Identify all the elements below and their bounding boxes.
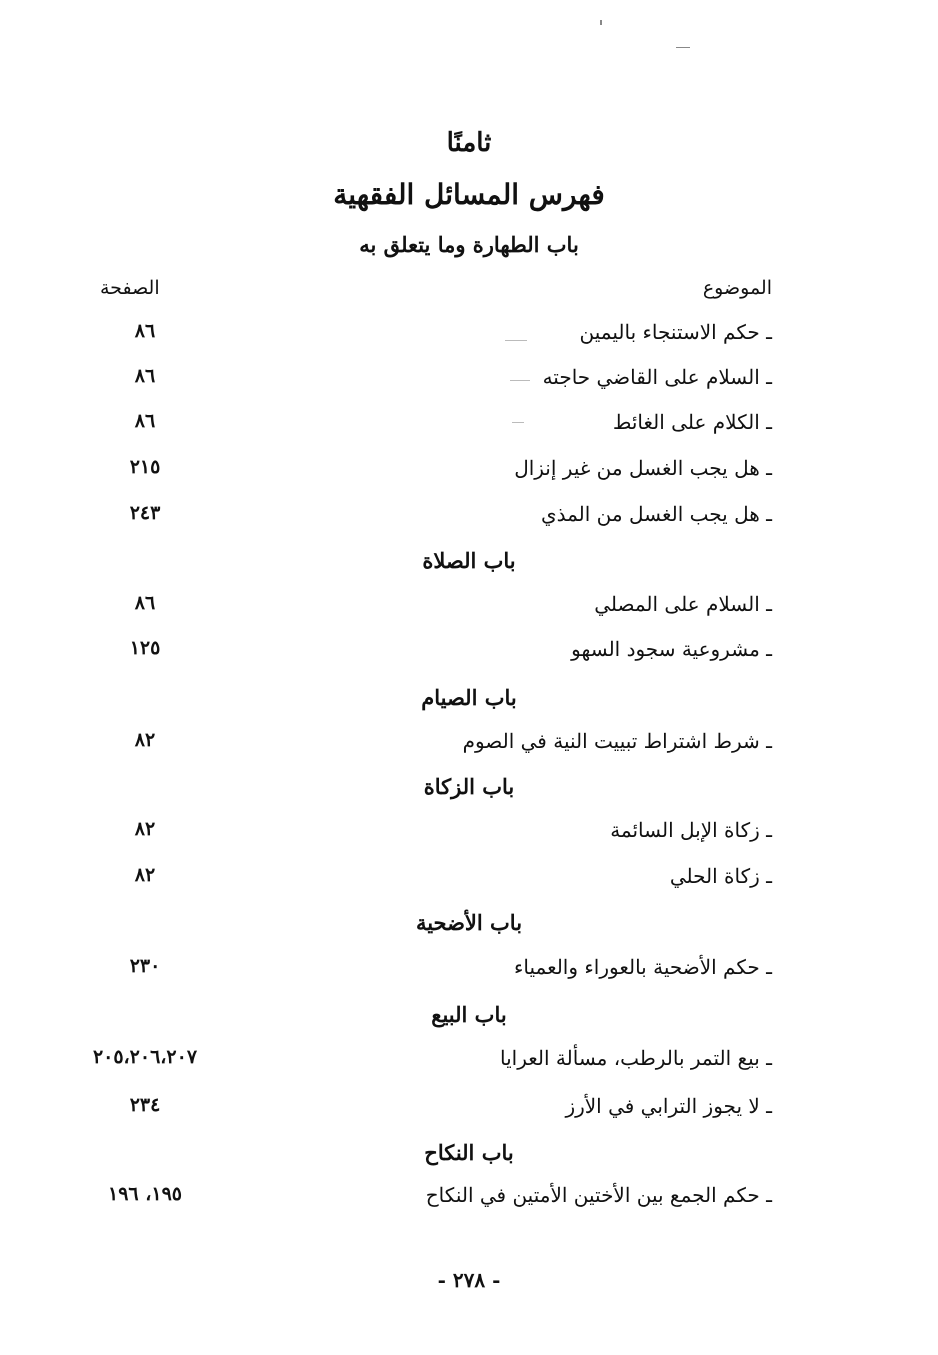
entry-topic: ـ بيع التمر بالرطب، مسألة العرايا	[500, 1046, 772, 1070]
scan-speck	[510, 380, 530, 381]
entry-page: ٢٤٣	[129, 502, 161, 524]
entry-topic: ـ حكم الاستنجاء باليمين	[579, 320, 772, 344]
entry-page: ١٩٥، ١٩٦	[108, 1183, 182, 1205]
index-row	[0, 729, 938, 773]
entry-topic: ـ زكاة الإبل السائمة	[610, 818, 772, 842]
entry-page: ١٢٥	[129, 637, 161, 659]
entry-topic: ـ لا يجوز الترابي في الأرز	[565, 1094, 772, 1118]
index-row	[0, 637, 938, 681]
entry-page: ٨٢	[134, 864, 156, 886]
entry-topic: ـ شرط اشتراط تبييت النية في الصوم	[462, 729, 772, 753]
entry-topic: ـ السلام على القاضي حاجته	[542, 365, 772, 389]
section-heading-sales: باب البيع	[431, 1002, 507, 1027]
entry-page: ٨٦	[134, 410, 156, 432]
entry-page: ٢٣٤	[129, 1094, 161, 1116]
entry-page: ٨٦	[134, 592, 156, 614]
index-row	[0, 1046, 938, 1090]
entry-page: ٢٠٥،٢٠٦،٢٠٧	[92, 1046, 198, 1068]
index-row	[0, 456, 938, 500]
index-row	[0, 864, 938, 908]
entry-topic: ـ مشروعية سجود السهو	[571, 637, 772, 661]
index-row	[0, 320, 938, 364]
entry-topic: ـ زكاة الحلي	[669, 864, 772, 888]
index-row	[0, 502, 938, 546]
index-row	[0, 1094, 938, 1138]
index-row	[0, 955, 938, 999]
column-header-page: الصفحة	[100, 277, 160, 299]
column-header-topic: الموضوع	[702, 277, 772, 299]
scan-speck	[512, 422, 524, 423]
index-row	[0, 592, 938, 636]
entry-topic: ـ حكم الأضحية بالعوراء والعمياء	[513, 955, 772, 979]
scan-speck	[676, 47, 690, 48]
entry-topic: ـ حكم الجمع بين الأختين الأمتين في النكاح	[425, 1183, 772, 1207]
entry-page: ٢٣٠	[129, 955, 161, 977]
index-title: فهرس المسائل الفقهية	[333, 178, 605, 211]
entry-topic: ـ السلام على المصلي	[594, 592, 772, 616]
entry-page: ٨٦	[134, 365, 156, 387]
section-heading-zakat: باب الزكاة	[423, 774, 515, 799]
entry-page: ٨٢	[134, 818, 156, 840]
entry-page: ٢١٥	[129, 456, 161, 478]
entry-page: ٨٢	[134, 729, 156, 751]
entry-page: ٨٦	[134, 320, 156, 342]
section-heading-fasting: باب الصيام	[421, 685, 517, 710]
index-number-heading: ثامنًا	[446, 128, 492, 158]
section-heading-marriage: باب النكاح	[424, 1140, 514, 1165]
section-heading-purification: باب الطهارة وما يتعلق به	[359, 232, 579, 257]
section-heading-prayer: باب الصلاة	[422, 548, 516, 573]
entry-topic: ـ هل يجب الغسل من المذي	[540, 502, 772, 526]
entry-topic: ـ هل يجب الغسل من غير إنزال	[514, 456, 772, 480]
index-row	[0, 818, 938, 862]
scan-speck	[505, 340, 527, 341]
scan-speck	[600, 20, 602, 25]
index-row	[0, 365, 938, 409]
index-row	[0, 1183, 938, 1227]
page-number: - ٢٧٨ -	[437, 1268, 501, 1292]
section-heading-sacrifice: باب الأضحية	[415, 910, 523, 935]
entry-topic: ـ الكلام على الغائط	[612, 410, 772, 434]
index-row	[0, 410, 938, 454]
